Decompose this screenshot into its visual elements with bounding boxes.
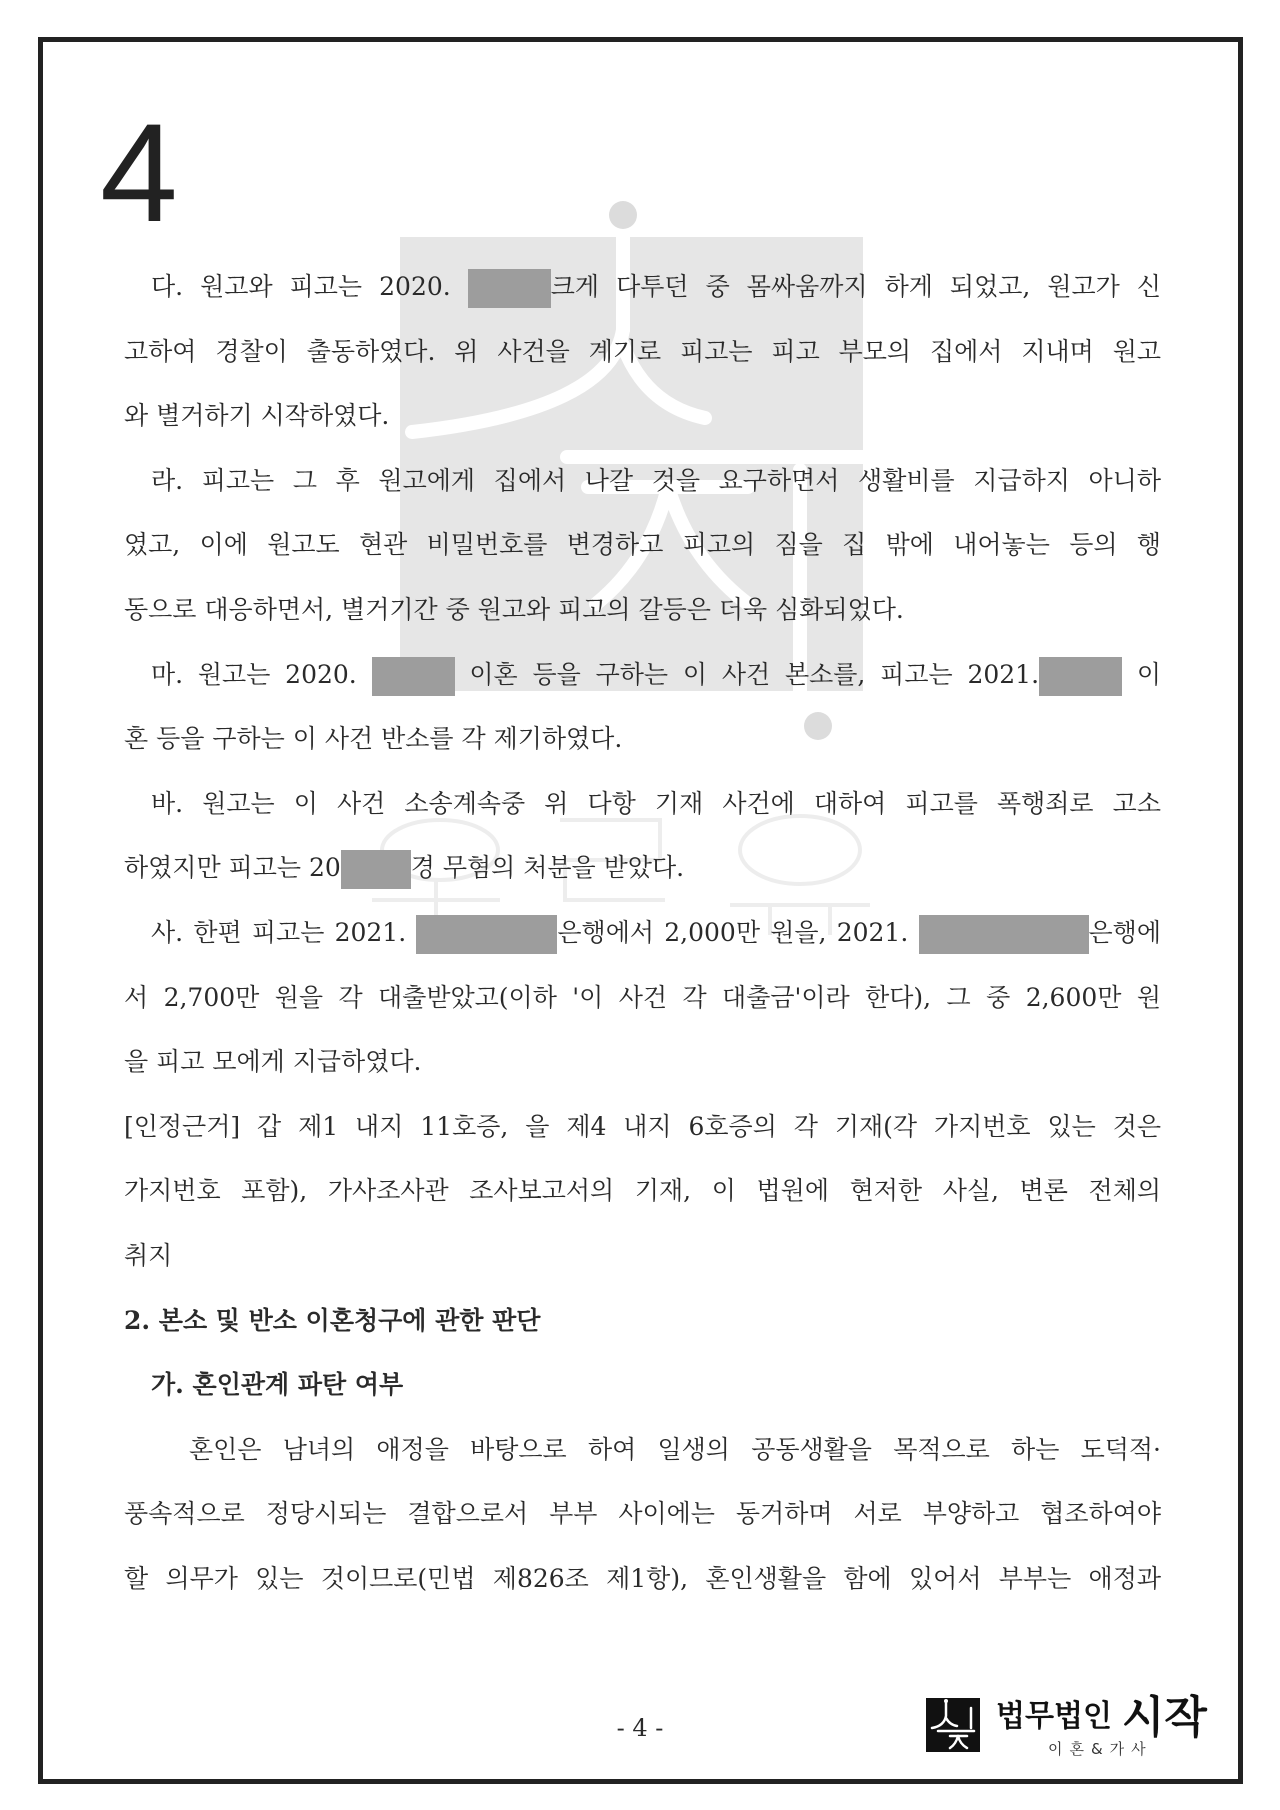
redaction-box xyxy=(341,850,411,889)
text-line: 서 2,700만 원을 각 대출받았고(이하 '이 사건 각 대출금'이라 한다), 그 중 2,600만 원 xyxy=(124,982,1161,1012)
redaction-box xyxy=(468,269,551,308)
text-line: 할 의무가 있는 것이므로(민법 제826조 제1항), 혼인생활을 함에 있어서 부부는 애정과 xyxy=(124,1563,1161,1593)
text-line: 혼 등을 구하는 이 사건 반소를 각 제기하였다. xyxy=(124,724,623,754)
text-segment: 이혼 등을 구하는 이 사건 본소를, 피고는 2021. xyxy=(454,659,1040,689)
text-line: 바. 원고는 이 사건 소송계속중 위 다항 기재 사건에 대하여 피고를 폭행죄로 고소 xyxy=(151,788,1161,818)
text-segment: 경 무혐의 처분을 받았다. xyxy=(410,853,685,883)
text-line: 을 피고 모에게 지급하였다. xyxy=(124,1047,422,1077)
text-line: 풍속적으로 정당시되는 결합으로서 부부 사이에는 동거하며 서로 부양하고 협조하여야 xyxy=(124,1499,1161,1529)
chapter-number: 4 xyxy=(100,94,178,251)
text-line: 가지번호 포함), 가사조사관 조사보고서의 기재, 이 법원에 현저한 사실, 변론 전체의 xyxy=(124,1176,1161,1206)
redaction-box xyxy=(372,657,455,696)
text-line xyxy=(124,643,1161,708)
text-line: 동으로 대응하면서, 별거기간 중 원고와 피고의 갈등은 더욱 심화되었다. xyxy=(124,594,904,624)
text-line: 였고, 이에 원고도 현관 비밀번호를 변경하고 피고의 짐을 집 밖에 내어놓는 등의 행 xyxy=(124,530,1161,560)
redaction-box xyxy=(1039,657,1122,696)
text-segment: 하였지만 피고는 20 xyxy=(124,853,341,883)
text-line: 취지 xyxy=(124,1240,173,1270)
text-line: 라. 피고는 그 후 원고에게 집에서 나갈 것을 요구하면서 생활비를 지급하지 아니하 xyxy=(151,465,1161,495)
text-segment: 다. 원고와 피고는 2020. xyxy=(151,272,468,301)
text-segment: 은행에서 2,000만 원을, 2021. xyxy=(557,917,919,947)
redaction-box xyxy=(919,915,1089,954)
text-segment: 사. 한편 피고는 2021. xyxy=(151,917,417,947)
section-heading: 2. 본소 및 반소 이혼청구에 관한 판단 xyxy=(124,1305,541,1335)
law-firm-logo-icon xyxy=(926,1698,980,1752)
text-line xyxy=(124,255,1161,320)
firm-prefix: 법무법인 xyxy=(996,1699,1112,1734)
document-body xyxy=(124,255,1161,1611)
text-line: 와 별거하기 시작하였다. xyxy=(124,401,390,431)
section-subheading: 가. 혼인관계 파탄 여부 xyxy=(151,1370,404,1400)
redaction-box xyxy=(416,915,557,954)
firm-name: 시작 xyxy=(1121,1692,1207,1743)
text-line: 혼인은 남녀의 애정을 바탕으로 하여 일생의 공동생활을 목적으로 하는 도덕적· xyxy=(189,1434,1161,1464)
text-line xyxy=(124,901,1161,966)
text-segment: 크게 다투던 중 몸싸움까지 하게 되었고, 원고가 신 xyxy=(550,272,1161,301)
law-firm-name xyxy=(996,1688,1207,1743)
page-footer-number: - 4 - xyxy=(616,1714,664,1742)
text-line: [인정근거] 갑 제1 내지 11호증, 을 제4 내지 6호증의 각 기재(각 가지번호 있는 것은 xyxy=(124,1111,1161,1141)
text-line: 고하여 경찰이 출동하였다. 위 사건을 계기로 피고는 피고 부모의 집에서 지내며 원고 xyxy=(124,336,1161,366)
text-segment: 은행에 xyxy=(1088,917,1161,947)
firm-tagline: 이혼&가사 xyxy=(1048,1740,1153,1758)
text-line xyxy=(124,836,1161,901)
text-segment: 마. 원고는 2020. xyxy=(151,659,372,689)
text-segment: 이 xyxy=(1122,659,1161,689)
